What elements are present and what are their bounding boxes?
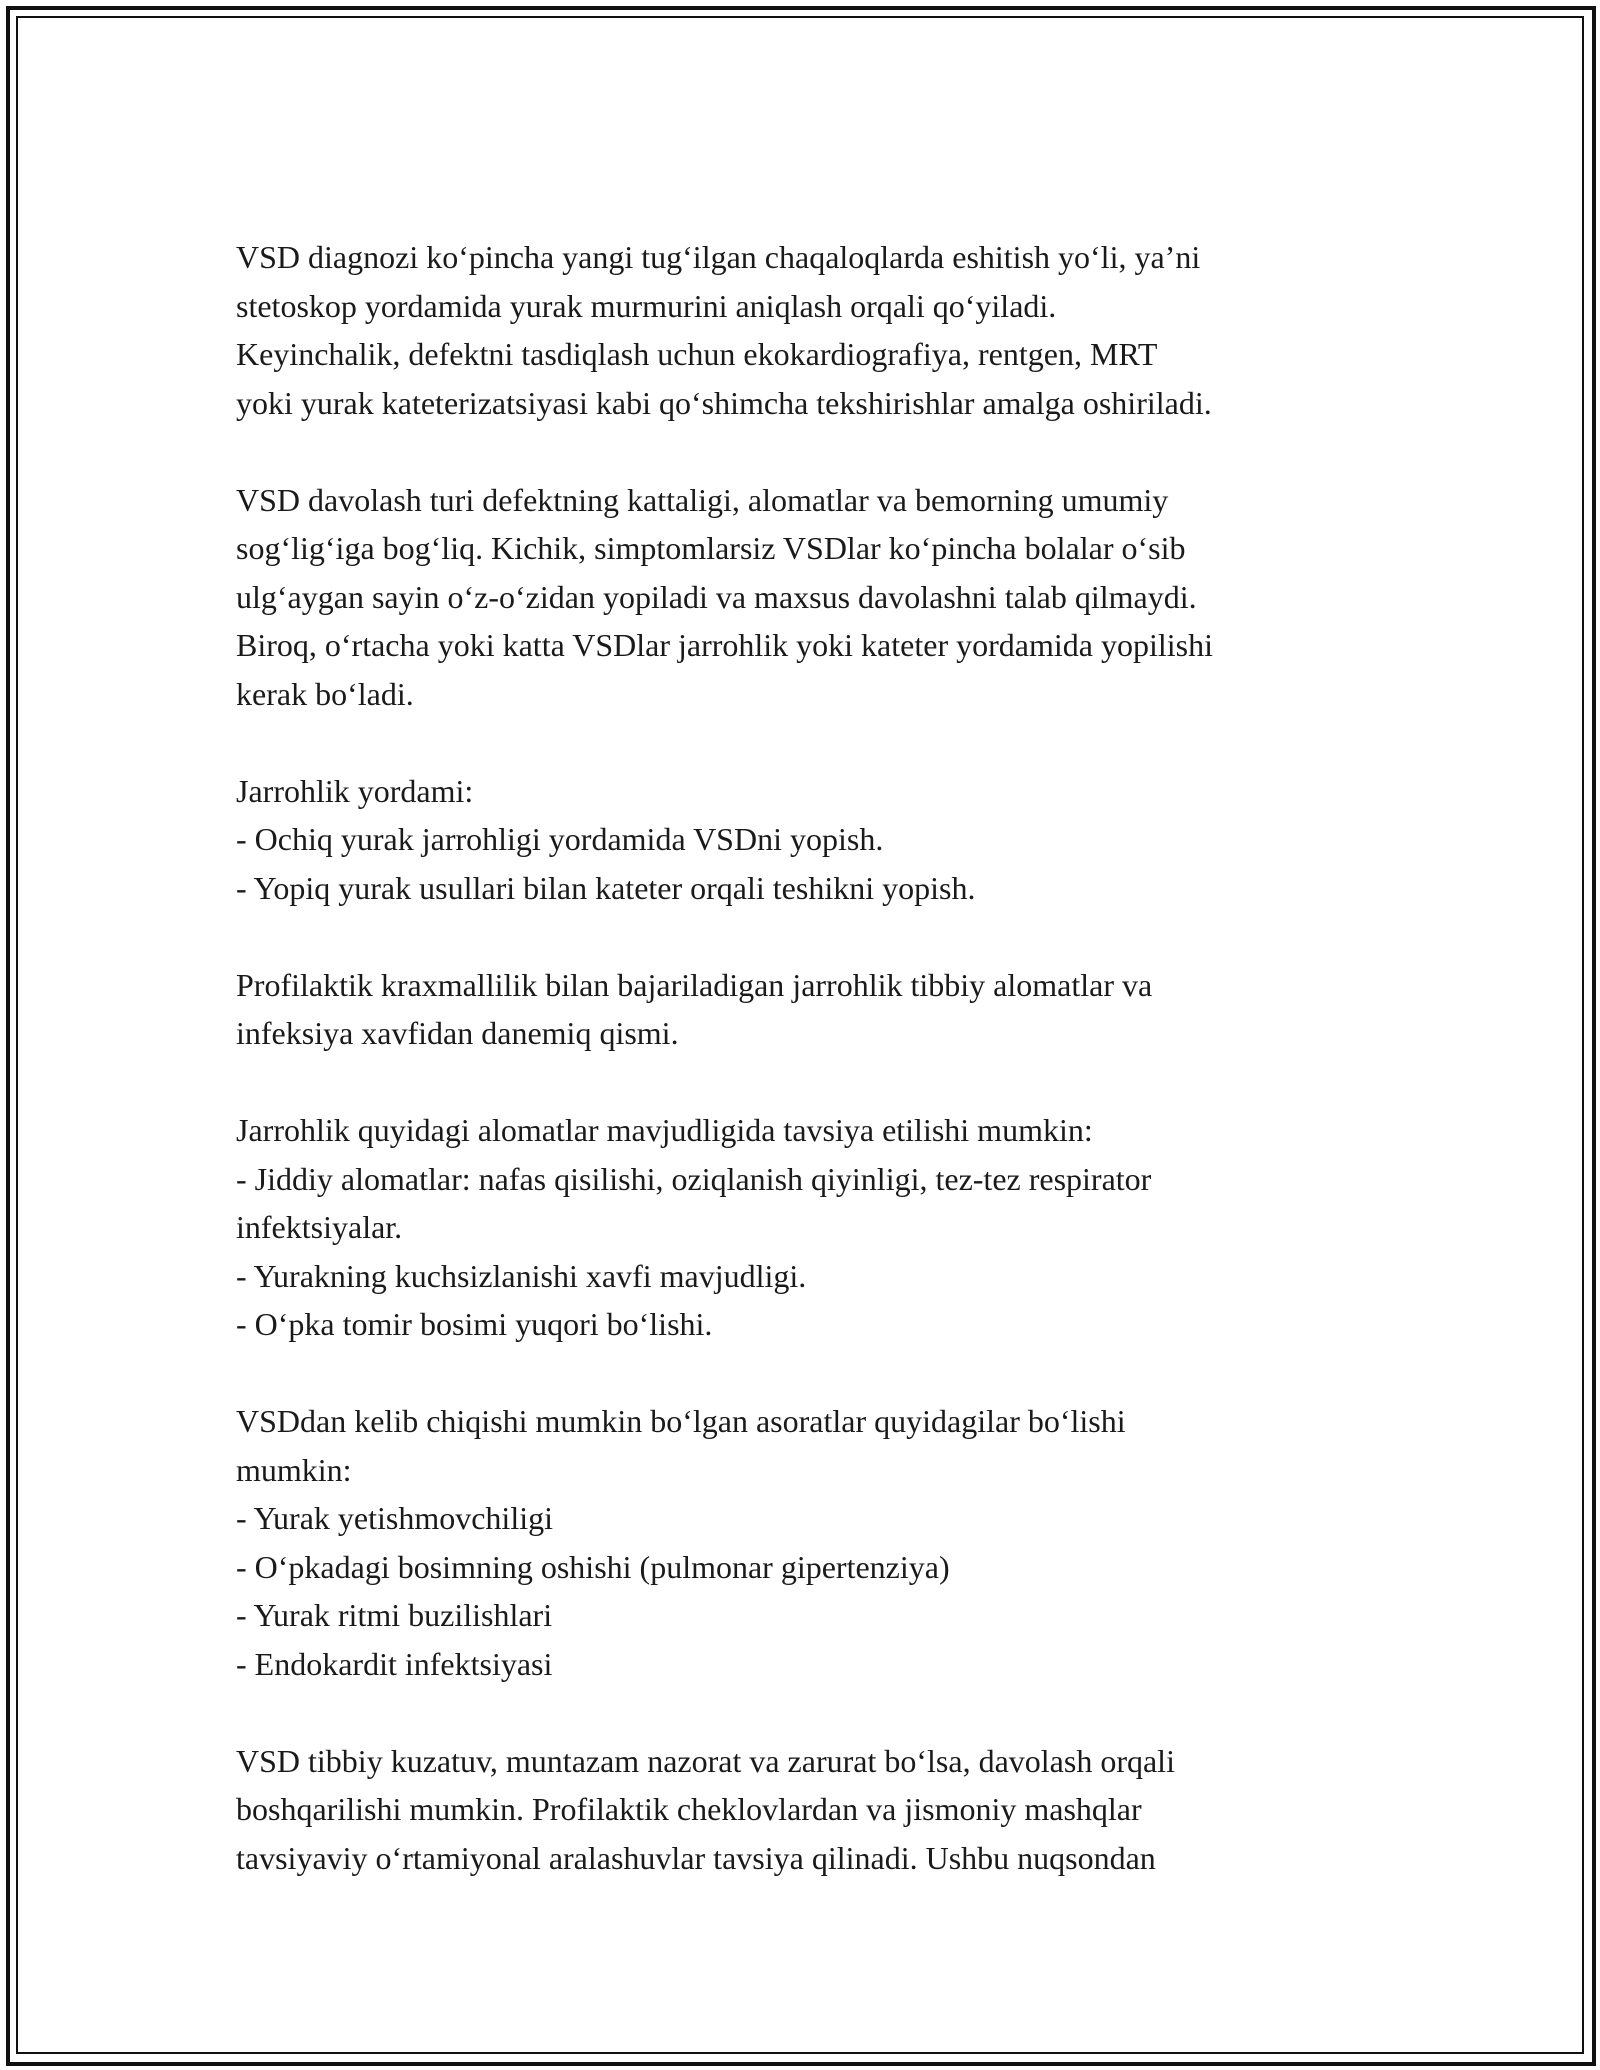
- text-line: infeksiya xavfidan danemiq qismi.: [236, 1015, 679, 1051]
- list-item: - Yurakning kuchsizlanishi xavfi mavjudligi.: [236, 1257, 807, 1294]
- paragraph-treatment: [236, 476, 1386, 719]
- list-item: - Endokardit infektsiyasi: [236, 1645, 553, 1682]
- paragraph-complications: [236, 1397, 1386, 1688]
- text-line: VSDdan kelib chiqishi mumkin bo‘lgan asoratlar quyidagilar bo‘lishi: [236, 1403, 1126, 1439]
- text-line: Biroq, o‘rtacha yoki katta VSDlar jarrohlik yoki kateter yordamida yopilishi: [236, 627, 1213, 663]
- text-line: boshqarilishi mumkin. Profilaktik cheklovlardan va jismoniy mashqlar: [236, 1791, 1142, 1827]
- paragraph-surgical-help: [236, 767, 1386, 913]
- text-line: infektsiyalar.: [236, 1209, 403, 1245]
- text-line: stetoskop yordamida yurak murmurini aniqlash orqali qo‘yiladi.: [236, 287, 1057, 324]
- list-item: - Ochiq yurak jarrohligi yordamida VSDni yopish.: [236, 821, 884, 857]
- text-line: Jarrohlik yordami:: [236, 772, 474, 809]
- list-item: - O‘pkadagi bosimning oshishi (pulmonar gipertenziya): [236, 1548, 950, 1585]
- text-line: VSD davolash turi defektning kattaligi, alomatlar va bemorning umumiy: [236, 481, 1169, 518]
- list-item: - O‘pka tomir bosimi yuqori bo‘lishi.: [236, 1306, 713, 1342]
- paragraph-management: [236, 1737, 1386, 1883]
- text-line: VSD diagnozi ko‘pincha yangi tug‘ilgan chaqaloqlarda eshitish yo‘li, ya’ni: [236, 239, 1201, 275]
- document-body: [236, 233, 1386, 1882]
- text-line: Keyinchalik, defektni tasdiqlash uchun ekokardiografiya, rentgen, MRT: [236, 336, 1158, 372]
- list-item: - Yurak ritmi buzilishlari: [236, 1597, 553, 1633]
- list-item: - Jiddiy alomatlar: nafas qisilishi, oziqlanish qiyinligi, tez-tez respirator: [236, 1160, 1152, 1197]
- list-item: - Yurak yetishmovchiligi: [236, 1500, 553, 1536]
- text-line: ulg‘aygan sayin o‘z-o‘zidan yopiladi va maxsus davolashni talab qilmaydi.: [236, 578, 1197, 615]
- text-line: mumkin:: [236, 1451, 352, 1488]
- text-line: VSD tibbiy kuzatuv, muntazam nazorat va zarurat bo‘lsa, davolash orqali: [236, 1742, 1175, 1779]
- text-line: sog‘lig‘iga bog‘liq. Kichik, simptomlarsiz VSDlar ko‘pincha bolalar o‘sib: [236, 530, 1186, 566]
- text-line: kerak bo‘ladi.: [236, 675, 414, 712]
- text-line: yoki yurak kateterizatsiyasi kabi qo‘shimcha tekshirishlar amalga oshiriladi.: [236, 384, 1212, 421]
- paragraph-surgery-indications: [236, 1106, 1386, 1349]
- list-item: - Yopiq yurak usullari bilan kateter orqali teshikni yopish.: [236, 869, 976, 906]
- paragraph-diagnosis: [236, 233, 1386, 427]
- text-line: tavsiyaviy o‘rtamiyonal aralashuvlar tavsiya qilinadi. Ushbu nuqsondan: [236, 1839, 1156, 1876]
- paragraph-prophylaxis: [236, 961, 1386, 1058]
- text-line: Jarrohlik quyidagi alomatlar mavjudligida tavsiya etilishi mumkin:: [236, 1112, 1093, 1148]
- text-line: Profilaktik kraxmallilik bilan bajariladigan jarrohlik tibbiy alomatlar va: [236, 966, 1153, 1003]
